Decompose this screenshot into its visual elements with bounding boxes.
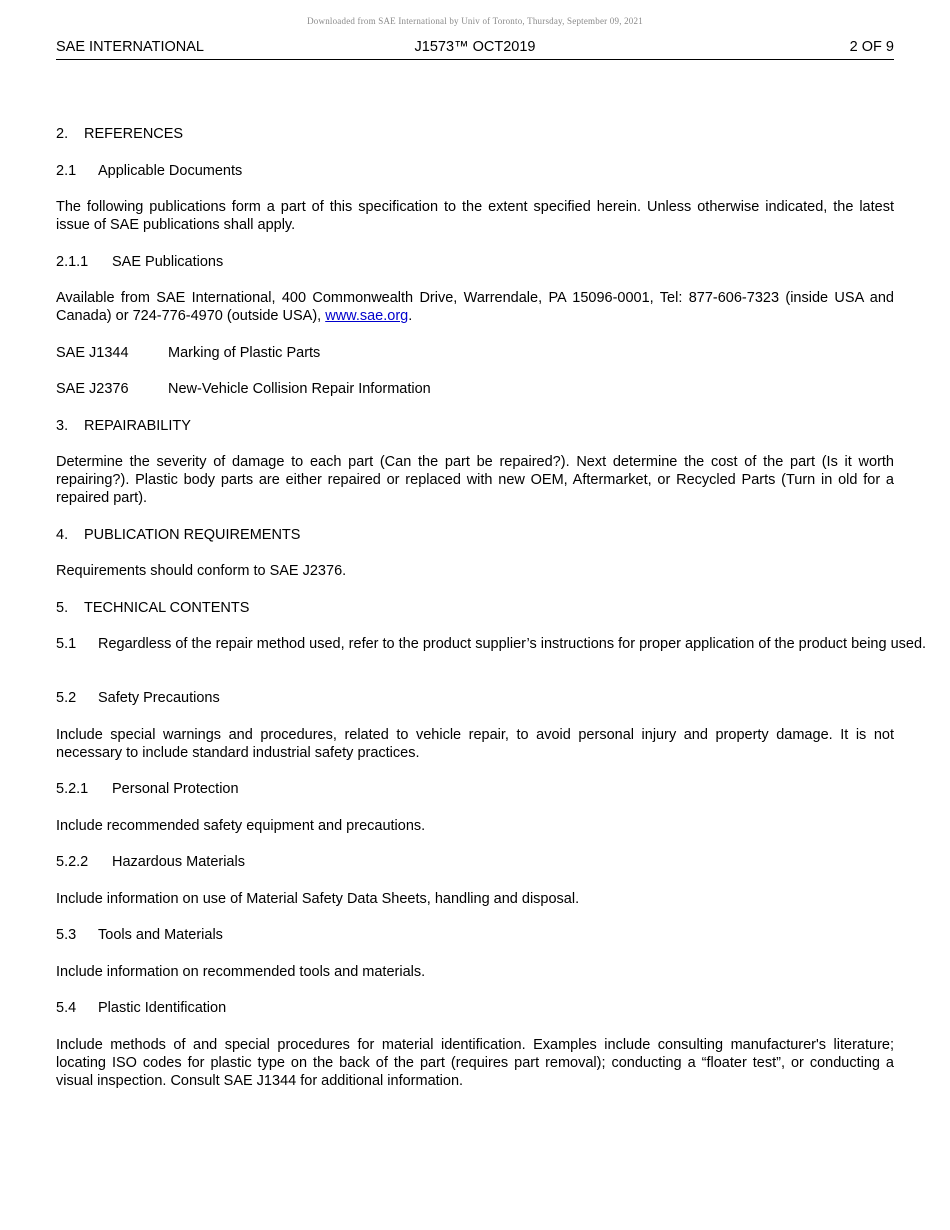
section-5-1-item	[56, 635, 936, 653]
section-text: Regardless of the repair method used, refer to the product supplier’s instructions for proper application of the product being used.	[98, 636, 927, 652]
section-2-heading	[56, 125, 894, 143]
section-number: 5.	[56, 600, 69, 616]
section-number: 5.2.1	[56, 781, 89, 797]
section-5-4-paragraph: Include methods of and special procedures for material identification. Examples include consulting manufacturer's literature; locating ISO codes for plastic type on the back of the part (requires part removal); conducting a “floater test”, or conducting a visual inspection. Consult SAE J1344 for additional information.	[56, 1037, 894, 1089]
paragraph-end: .	[408, 308, 413, 324]
section-4-paragraph: Requirements should conform to SAE J2376.	[56, 563, 347, 579]
section-2-1-1-heading	[56, 253, 894, 271]
section-title: Tools and Materials	[98, 927, 223, 943]
section-3-paragraph: Determine the severity of damage to each part (Can the part be repaired?). Next determine the cost of the part (Is it worth repairing?). Plastic body parts are either repaired or replaced with new OEM, Aftermarket, or Recycled Parts (Turn in old for a repaired part).	[56, 454, 894, 506]
section-5-heading	[56, 599, 894, 617]
sae-website-link[interactable]: www.sae.org	[325, 308, 409, 324]
section-5-3-paragraph: Include information on recommended tools and materials.	[56, 964, 426, 980]
section-2-1-paragraph: The following publications form a part of this specification to the extent specified herein. Unless otherwise indicated, the latest issue of SAE publications shall apply.	[56, 199, 894, 233]
section-title: TECHNICAL CONTENTS	[84, 600, 250, 616]
section-5-2-paragraph: Include special warnings and procedures, related to vehicle repair, to avoid personal injury and property damage. It is not necessary to include standard industrial safety practices.	[56, 727, 894, 761]
section-title: Personal Protection	[112, 781, 239, 797]
section-title: Applicable Documents	[98, 163, 243, 179]
section-3-heading	[56, 417, 894, 435]
paragraph-text: Available from SAE International, 400 Commonwealth Drive, Warrendale, PA 15096-0001, Tel: 877-606-7323 (inside USA and Canada) or 724-776-4970 (outside USA),	[56, 290, 894, 324]
section-5-2-1-paragraph: Include recommended safety equipment and precautions.	[56, 818, 426, 834]
section-title: SAE Publications	[112, 254, 224, 270]
reference-item	[56, 344, 894, 362]
section-5-2-heading	[56, 689, 894, 707]
section-2-1-heading	[56, 162, 894, 180]
section-number: 5.2	[56, 690, 77, 706]
reference-code: SAE J2376	[56, 381, 129, 397]
section-number: 4.	[56, 527, 69, 543]
section-5-2-1-heading	[56, 780, 894, 798]
page-header	[56, 39, 894, 60]
section-number: 2.1	[56, 163, 77, 179]
header-doc-id: J1573™ OCT2019	[414, 39, 536, 55]
reference-title: Marking of Plastic Parts	[168, 345, 321, 361]
section-4-heading	[56, 526, 894, 544]
reference-item	[56, 380, 894, 398]
section-number: 5.3	[56, 927, 77, 943]
section-5-3-heading	[56, 926, 894, 944]
reference-title: New-Vehicle Collision Repair Information	[168, 381, 431, 397]
header-org: SAE INTERNATIONAL	[56, 39, 204, 55]
section-5-2-2-heading	[56, 853, 894, 871]
header-page-number: 2 OF 9	[849, 39, 894, 55]
download-watermark: Downloaded from SAE International by Univ of Toronto, Thursday, September 09, 2021	[307, 16, 643, 26]
section-title: Hazardous Materials	[112, 854, 245, 870]
section-title: Plastic Identification	[98, 1000, 227, 1016]
section-number: 5.4	[56, 1000, 77, 1016]
reference-code: SAE J1344	[56, 345, 129, 361]
section-number: 3.	[56, 418, 69, 434]
section-number: 2.	[56, 126, 69, 142]
section-2-1-1-paragraph	[56, 289, 894, 325]
section-title: PUBLICATION REQUIREMENTS	[84, 527, 301, 543]
section-number: 5.1	[56, 636, 77, 652]
section-title: REFERENCES	[84, 126, 184, 142]
section-number: 2.1.1	[56, 254, 89, 270]
section-5-4-heading	[56, 999, 894, 1017]
section-title: REPAIRABILITY	[84, 418, 191, 434]
section-title: Safety Precautions	[98, 690, 220, 706]
section-5-2-2-paragraph: Include information on use of Material Safety Data Sheets, handling and disposal.	[56, 891, 580, 907]
section-number: 5.2.2	[56, 854, 89, 870]
